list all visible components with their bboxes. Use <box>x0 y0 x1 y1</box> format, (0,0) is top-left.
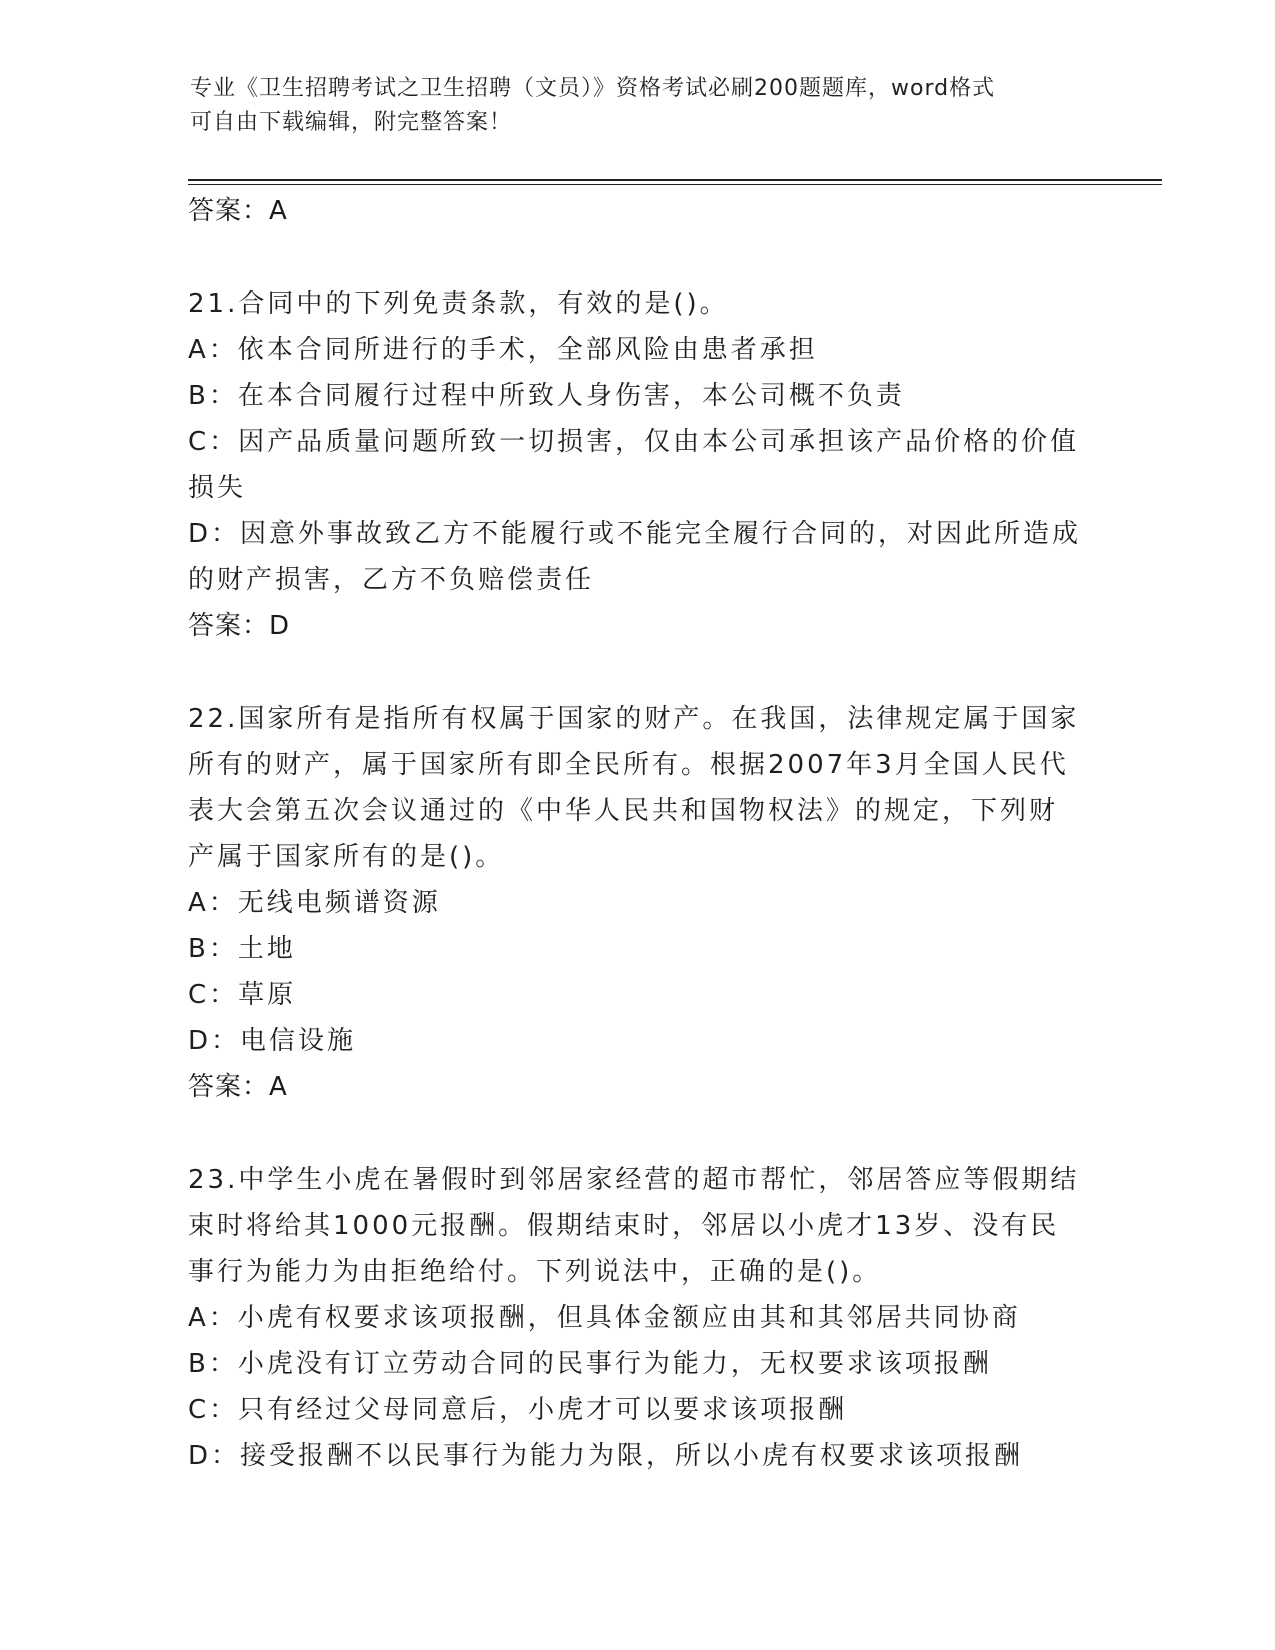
option-a: A：无线电频谱资源 <box>188 888 441 918</box>
question-stem-line: 23.中学生小虎在暑假时到邻居家经营的超市帮忙，邻居答应等假期结 <box>188 1165 1080 1195</box>
answer: 答案：A <box>188 1072 288 1102</box>
option-b: B：在本合同履行过程中所致人身伤害，本公司概不负责 <box>188 381 905 411</box>
option-a: A：依本合同所进行的手术，全部风险由患者承担 <box>188 335 818 365</box>
question-stem-line: 表大会第五次会议通过的《中华人民共和国物权法》的规定，下列财 <box>188 796 1059 826</box>
option-c: C：只有经过父母同意后，小虎才可以要求该项报酬 <box>188 1395 848 1425</box>
question-stem-line: 所有的财产，属于国家所有即全民所有。根据2007年3月全国人民代 <box>188 750 1069 780</box>
option-c: C：草原 <box>188 980 297 1010</box>
question-stem-line: 22.国家所有是指所有权属于国家的财产。在我国，法律规定属于国家 <box>188 704 1080 734</box>
answer: 答案：D <box>188 611 291 641</box>
option-b: B：土地 <box>188 934 296 964</box>
question-23 <box>188 1157 1088 1479</box>
header-divider-thick <box>188 179 1162 181</box>
question-stem-line: 束时将给其1000元报酬。假期结束时，邻居以小虎才13岁、没有民 <box>188 1211 1060 1241</box>
option-a: A：小虎有权要求该项报酬，但具体金额应由其和其邻居共同协商 <box>188 1303 1021 1333</box>
option-d: D：因意外事故致乙方不能履行或不能完全履行合同的，对因此所造成 <box>188 519 1082 549</box>
question-stem-line: 事行为能力为由拒绝给付。下列说法中，正确的是()。 <box>188 1257 882 1287</box>
question-content <box>188 188 1088 1479</box>
option-c: C：因产品质量问题所致一切损害，仅由本公司承担该产品价格的价值 <box>188 427 1080 457</box>
question-22 <box>188 696 1088 1110</box>
header-divider-thin <box>188 184 1162 185</box>
header-title-line-2: 可自由下载编辑，附完整答案！ <box>190 110 513 135</box>
question-21 <box>188 281 1088 649</box>
question-stem-line: 产属于国家所有的是()。 <box>188 842 505 872</box>
option-d-continued: 的财产损害，乙方不负赔偿责任 <box>188 565 595 595</box>
document-header <box>190 72 1080 140</box>
option-b: B：小虎没有订立劳动合同的民事行为能力，无权要求该项报酬 <box>188 1349 992 1379</box>
header-title-line-1: 专业《卫生招聘考试之卫生招聘（文员）》资格考试必刷200题题库，word格式 <box>190 76 996 101</box>
previous-answer: 答案：A <box>188 196 288 226</box>
question-stem-line: 21.合同中的下列免责条款，有效的是()。 <box>188 289 729 319</box>
option-c-continued: 损失 <box>188 473 247 503</box>
option-d: D：电信设施 <box>188 1026 357 1056</box>
option-d: D：接受报酬不以民事行为能力为限，所以小虎有权要求该项报酬 <box>188 1441 1024 1471</box>
